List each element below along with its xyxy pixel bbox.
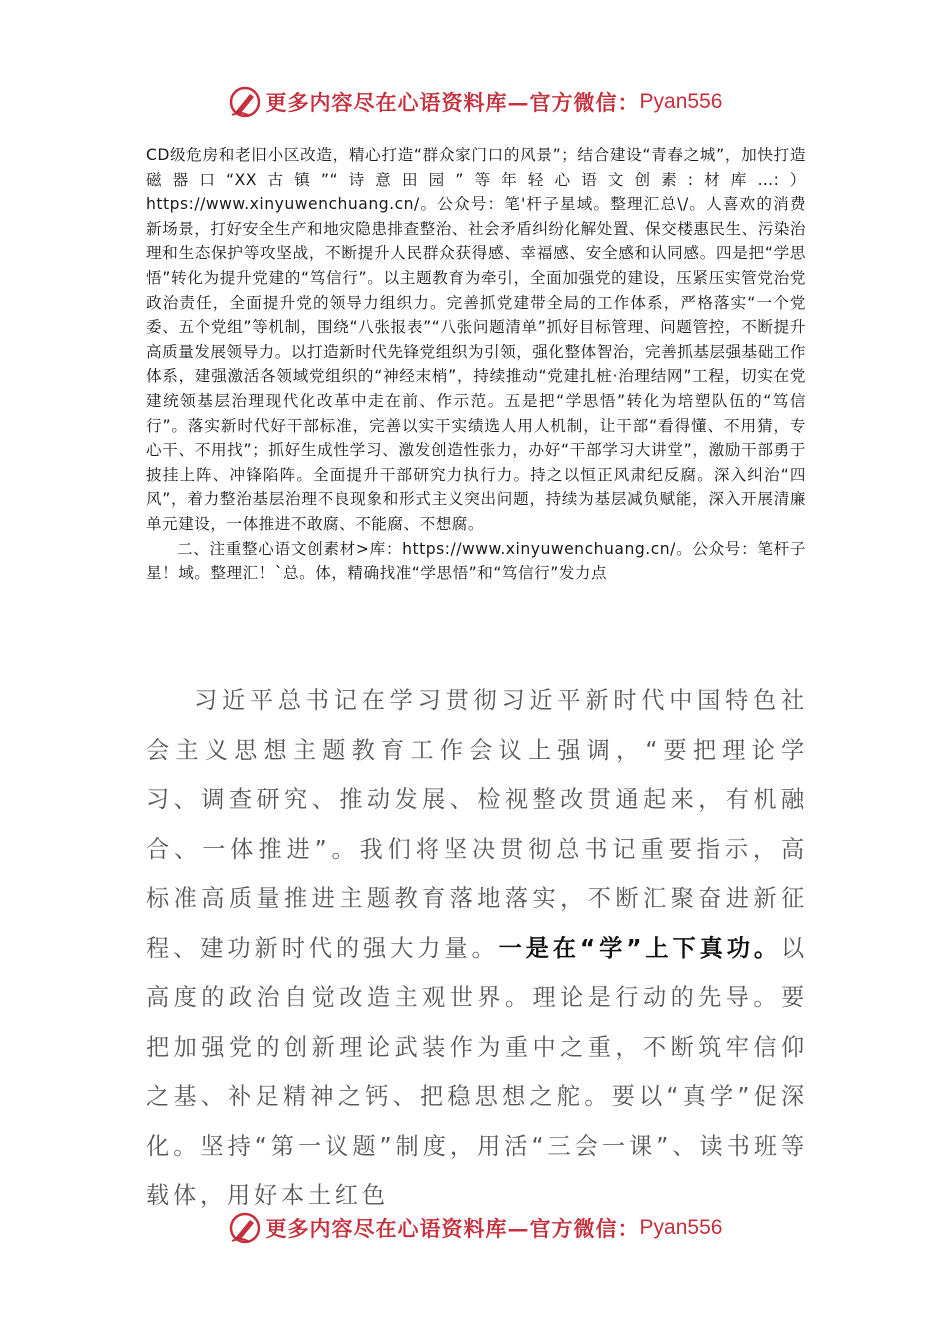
small-text-block <box>146 143 806 586</box>
large-paragraph-text-a: 习近平总书记在学习贯彻习近平新时代中国特色社会主义思想主题教育工作会议上强调，“要把理论学习、调查研究、推动发展、检视整改贯通起来，有机融合、一体推进”。我们将坚决贯彻总书记重要指示，高标准高质量推进主题教育落地落实，不断汇聚奋进新征程、建功新时代的强大力量。 <box>146 687 808 962</box>
pen-logo-icon <box>228 85 262 119</box>
footer-banner <box>0 1208 950 1248</box>
header-banner <box>0 82 950 122</box>
large-paragraph-bold: 一是在“学”上下真功。 <box>498 934 781 962</box>
small-paragraph-2: 二、注重整心语文创素材>库：https://www.xinyuwenchuang.cn/。公众号：笔杆子星！域。整理汇！`总。体，精确找准“学思悟”和“笃信行”发力点 <box>146 539 806 583</box>
small-paragraph-1: CD级危房和老旧小区改造，精心打造“群众家门口的风景”；结合建设“青春之城”，加快打造磁器口“XX古镇”“诗意田园”等年轻心语文创素:材库…:）https://www.xinyuwenchuang.cn/。公众号：笔'杆子星域。整理汇总\/。人喜欢的消费新场景，打好安全生产和地灾隐患排查整治、社会矛盾纠纷化解处置、保交楼惠民生、污染治理和生态保护等攻坚战，不断提升人民群众获得感、幸福感、安全感和认同感。四是把“学思悟”转化为提升党建的“笃信行”。以主题教育为牵引，全面加强党的建设，压紧压实管党治党政治责任，全面提升党的领导力组织力。完善抓党建带全局的工作体系，严格落实“一个党委、五个党组”等机制，围绕“八张报表”“八张问题清单”抓好目标管理、问题管控，不断提升高质量发展领导力。以打造新时代先锋党组织为引领，强化整体智治，完善抓基层强基础工作体系，建强激活各领域党组织的“神经末梢”，持续推动“党建扎桩·治理结网”工程，切实在党建统领基层治理现代化改革中走在前、作示范。五是把“学思悟”转化为培塑队伍的“笃信行”。落实新时代好干部标准，完善以实干实绩选人用人机制，让干部“看得懂、不用猜，专心干、不用找”；抓好生成性学习、激发创造性张力，办好“干部学习大讲堂”，激励干部勇于披挂上阵、冲锋陷阵。全面提升干部研究力执行力。持之以恒正风肃纪反腐。深入纠治“四风”，着力整治基层治理不良现象和形式主义突出问题，持续为基层减负赋能，深入开展清廉单元建设，一体推进不敢腐、不能腐、不想腐。 <box>146 146 807 533</box>
large-text-block <box>146 676 808 1221</box>
large-paragraph-text-b: 以高度的政治自觉改造主观世界。理论是行动的先导。要把加强党的创新理论武装作为重中之重，不断筑牢信仰之基、补足精神之钙、把稳思想之舵。要以“真学”促深化。坚持“第一议题”制度，用活“三会一课”、读书班等载体，用好本土红色 <box>146 934 808 1209</box>
header-text: 更多内容尽在心语资料库—官方微信： <box>265 90 640 115</box>
pen-logo-icon <box>228 1211 262 1245</box>
header-wechat-id: Pyan556 <box>639 90 723 113</box>
footer-wechat-id: Pyan556 <box>639 1216 723 1239</box>
large-paragraph-1 <box>146 676 808 1221</box>
footer-text: 更多内容尽在心语资料库—官方微信： <box>265 1216 640 1241</box>
